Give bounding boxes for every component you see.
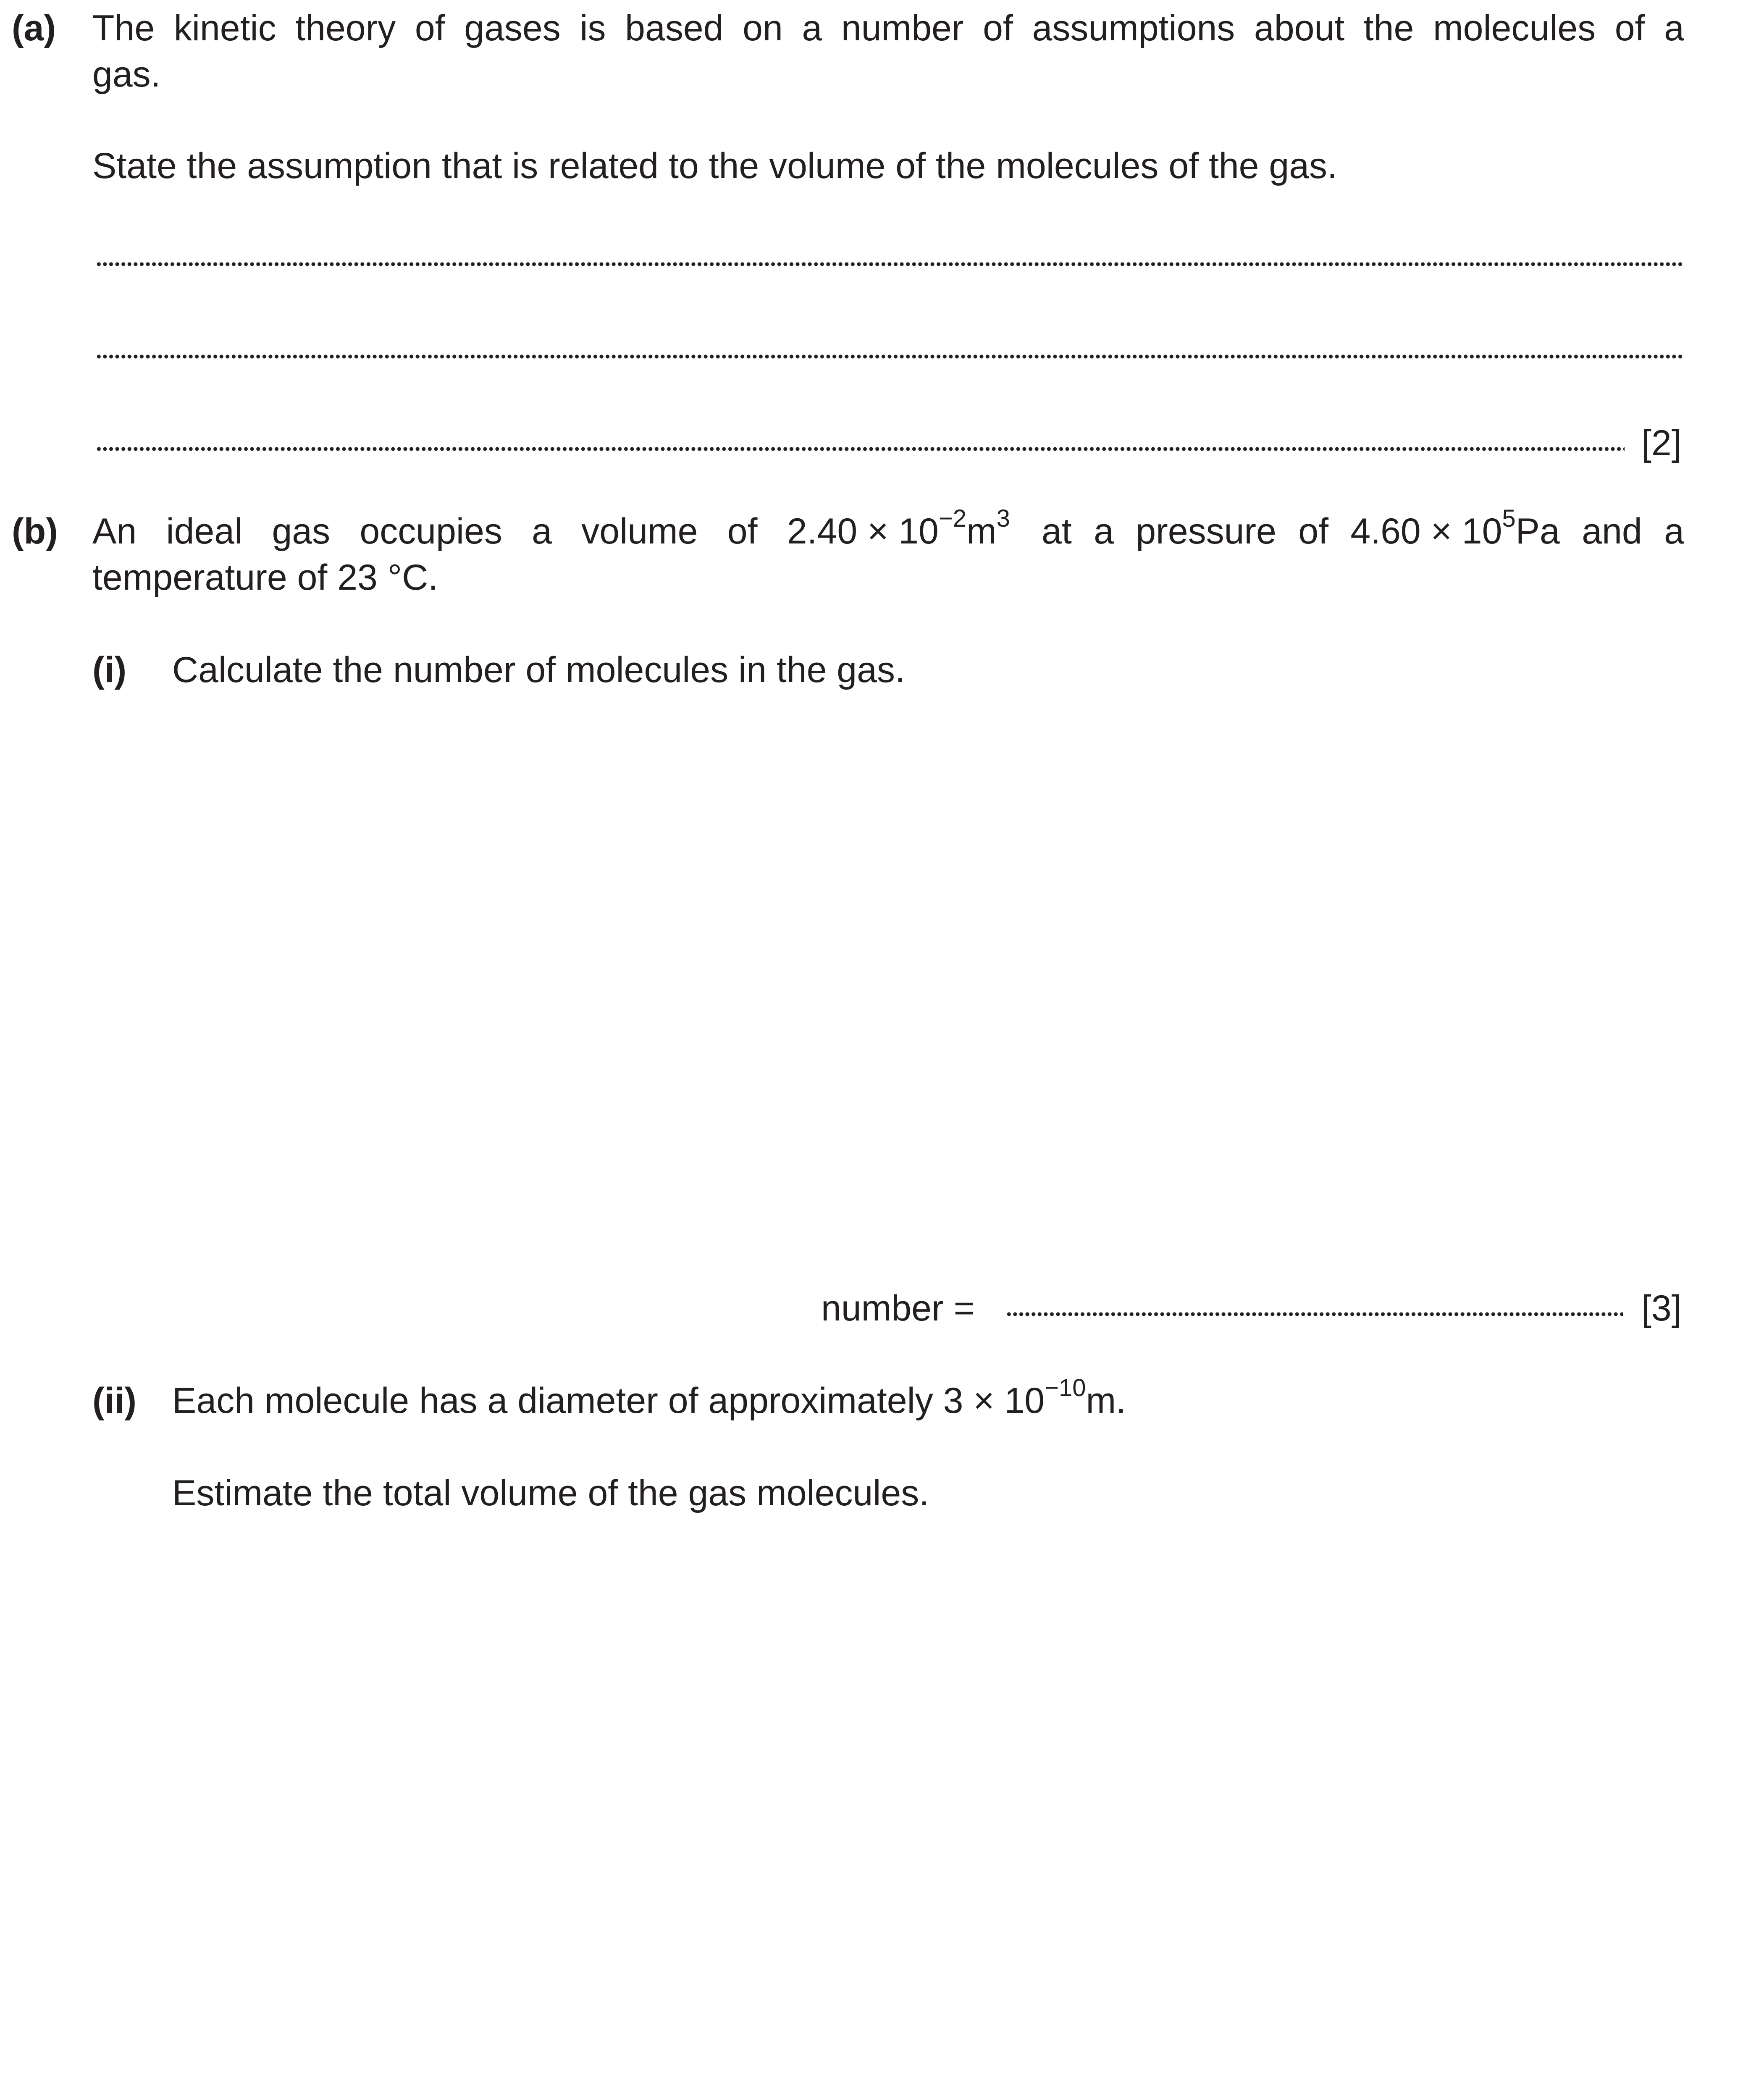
- part-a-question-line2: gas.: [92, 54, 161, 94]
- exponent-pressure: 5: [1502, 505, 1516, 533]
- part-b-line1-text-2: at a pressure of $4.60 \times 10^5Pa$ and a: [1042, 505, 1684, 551]
- exponent-diameter: −10: [1045, 1374, 1086, 1402]
- part-b-ii-unit: m.: [1086, 1381, 1126, 1421]
- answer-line-a-1[interactable]: [96, 261, 1683, 267]
- part-a-question-line1: The kinetic theory of gases is based on a number of assumptions about the molecules of a: [92, 8, 1684, 48]
- part-b-ii-instruction: Estimate the total volume of the gas molecules.: [172, 1473, 929, 1513]
- part-b-label: (b): [12, 511, 58, 551]
- part-a-instruction: State the assumption that is related to the volume of the molecules of the gas.: [92, 146, 1337, 186]
- exponent-volume: −2: [938, 505, 966, 533]
- part-b-i-question: Calculate the number of molecules in the gas.: [172, 650, 905, 690]
- part-b-ii-label: (ii): [92, 1381, 137, 1421]
- part-b-ii-question: [172, 1374, 1126, 1424]
- part-b-line1-text: An ideal gas occupies a volume of $2.40 \times 10^{-2}m^3$: [92, 505, 1010, 551]
- exponent-m3: 3: [996, 505, 1010, 533]
- number-answer-label: number =: [821, 1288, 975, 1328]
- part-b-i-marks: [3]: [1641, 1288, 1682, 1328]
- part-a-marks: [2]: [1641, 423, 1682, 463]
- answer-line-a-2[interactable]: [96, 354, 1683, 360]
- part-b-ii-text: Each molecule has a diameter of approximately 3 × 10: [172, 1381, 1045, 1421]
- part-b-i-label: (i): [92, 650, 127, 690]
- answer-line-a-3[interactable]: [96, 446, 1625, 452]
- part-a-label: (a): [12, 8, 56, 48]
- number-answer-field[interactable]: [1006, 1311, 1623, 1317]
- part-b-question-line2: temperature of 23 °C.: [92, 557, 438, 598]
- part-b-question-line1: [92, 505, 1684, 554]
